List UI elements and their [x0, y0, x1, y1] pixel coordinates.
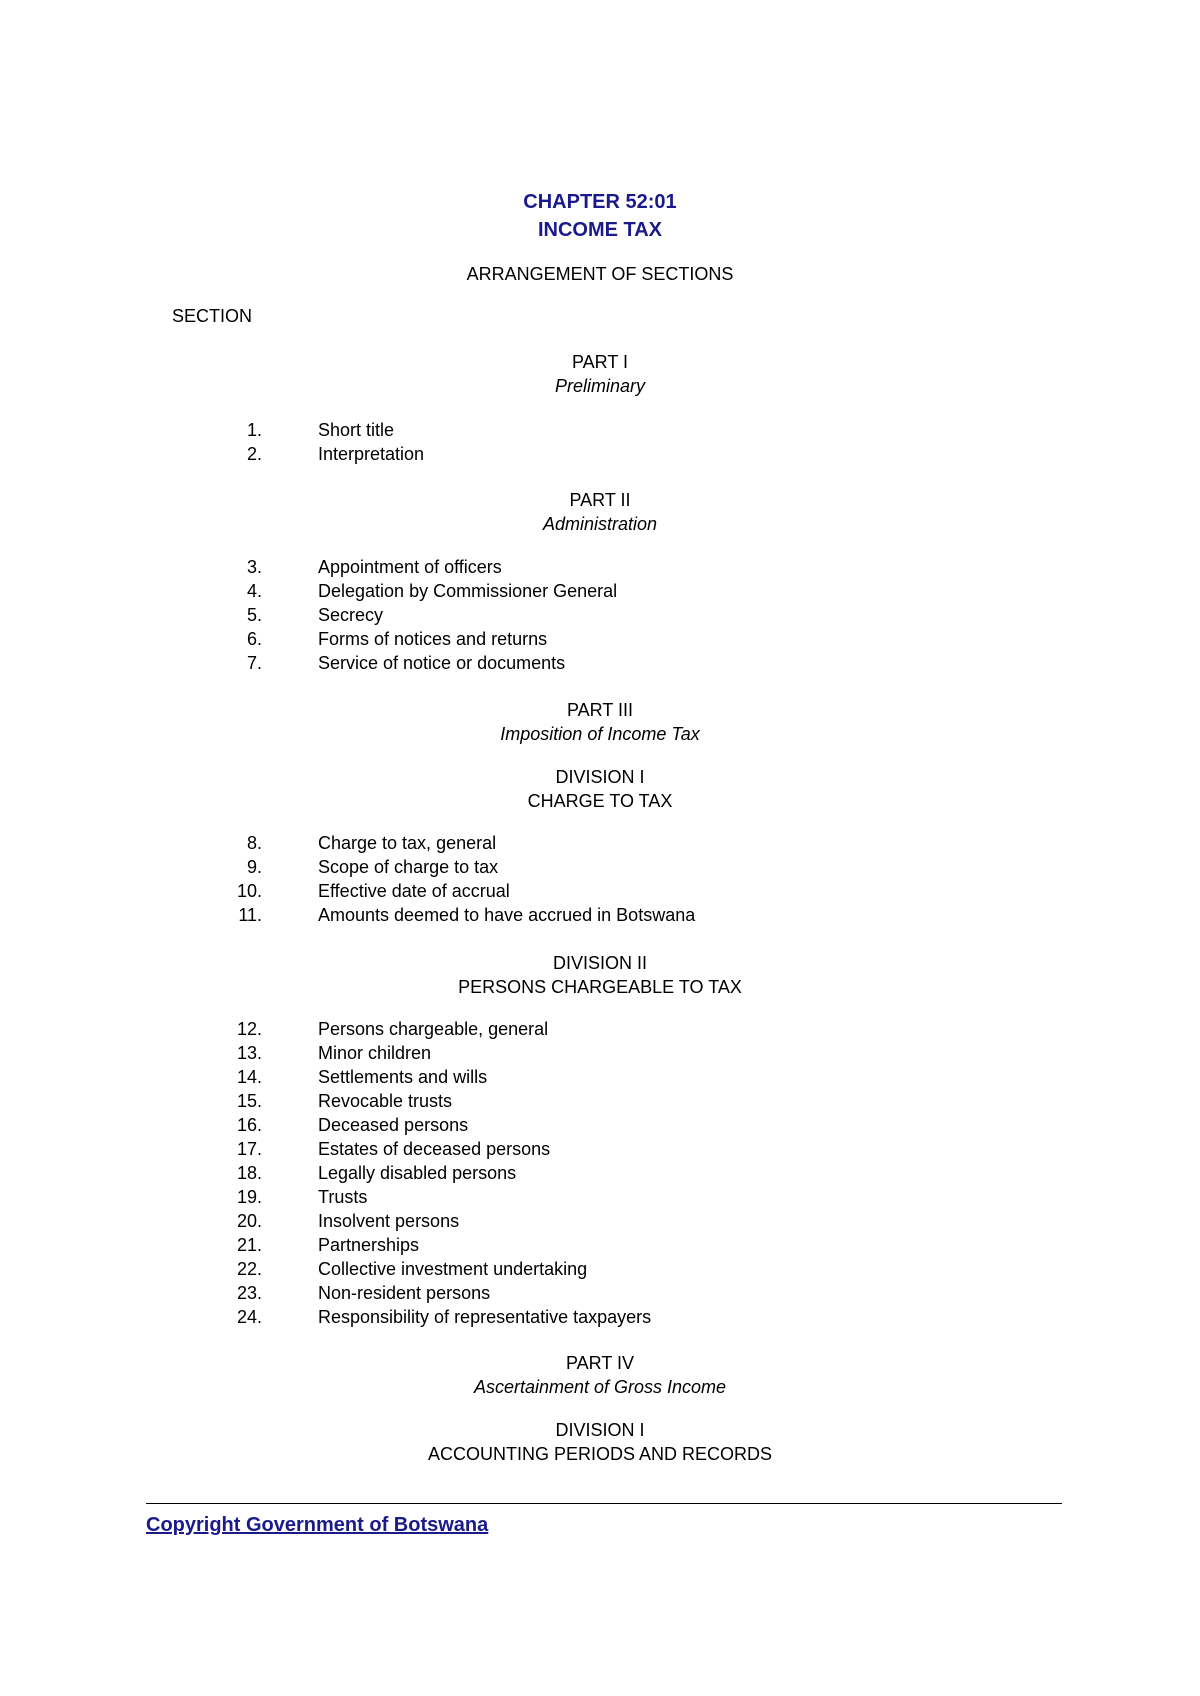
division-heading: DIVISION I [555, 767, 645, 787]
section-number: 2. [246, 444, 262, 464]
section-number: 16. [236, 1115, 262, 1135]
chapter-number: CHAPTER 52:01 [523, 191, 677, 213]
section-title: Collective investment undertaking [318, 1259, 588, 1279]
section-list [0, 418, 1200, 466]
footer-divider [146, 1503, 1062, 1504]
part-heading: PART III [566, 700, 634, 720]
section-title: Non-resident persons [318, 1283, 491, 1303]
part-subtitle: Administration [542, 514, 658, 534]
section-entry [0, 1209, 1200, 1233]
section-number: 11. [238, 905, 262, 925]
section-title: Delegation by Commissioner General [318, 581, 618, 601]
section-entry [0, 627, 1200, 651]
section-title: Secrecy [318, 605, 384, 625]
section-number: 13. [236, 1043, 262, 1063]
section-title: Revocable trusts [318, 1091, 453, 1111]
part-subtitle: Preliminary [554, 376, 646, 396]
section-list [0, 831, 1200, 927]
part-heading: PART IV [565, 1353, 635, 1373]
section-title: Service of notice or documents [318, 653, 566, 673]
section-title: Insolvent persons [318, 1211, 460, 1231]
section-title: Interpretation [318, 444, 425, 464]
section-entry [0, 1065, 1200, 1089]
part-subtitle: Imposition of Income Tax [500, 724, 700, 744]
section-entry [0, 879, 1200, 903]
section-title: Estates of deceased persons [318, 1139, 551, 1159]
section-title: Trusts [318, 1187, 368, 1207]
section-title: Minor children [318, 1043, 432, 1063]
section-entry [0, 1161, 1200, 1185]
section-title: Charge to tax, general [318, 833, 497, 853]
section-entry [0, 1089, 1200, 1113]
part-heading: PART II [569, 490, 631, 510]
section-entry [0, 579, 1200, 603]
section-entry [0, 1305, 1200, 1329]
section-entry [0, 1233, 1200, 1257]
section-number: 7. [246, 653, 262, 673]
section-number: 18. [236, 1163, 262, 1183]
division-heading: DIVISION I [555, 1420, 645, 1440]
section-number: 20. [236, 1211, 262, 1231]
section-number: 14. [236, 1067, 262, 1087]
section-entry [0, 903, 1200, 927]
section-entry [0, 1041, 1200, 1065]
section-entry [0, 1257, 1200, 1281]
section-number: 6. [246, 629, 262, 649]
section-number: 4. [246, 581, 262, 601]
section-entry [0, 1281, 1200, 1305]
section-entry [0, 1113, 1200, 1137]
section-title: Amounts deemed to have accrued in Botswana [318, 905, 696, 925]
section-entry [0, 418, 1200, 442]
section-entry [0, 831, 1200, 855]
arrangement-heading: ARRANGEMENT OF SECTIONS [466, 264, 734, 284]
act-title: INCOME TAX [537, 219, 663, 241]
section-number: 23. [236, 1283, 262, 1303]
section-title: Deceased persons [318, 1115, 469, 1135]
section-entry [0, 442, 1200, 466]
section-number: 17. [236, 1139, 262, 1159]
section-number: 3. [246, 557, 262, 577]
section-entry [0, 1017, 1200, 1041]
section-number: 15. [236, 1091, 262, 1111]
section-title: Short title [318, 420, 395, 440]
division-heading: DIVISION II [552, 953, 648, 973]
division-subtitle: PERSONS CHARGEABLE TO TAX [458, 977, 742, 997]
section-title: Settlements and wills [318, 1067, 488, 1087]
section-entry [0, 1185, 1200, 1209]
section-title: Responsibility of representative taxpayers [318, 1307, 652, 1327]
section-number: 12. [236, 1019, 262, 1039]
section-number: 1. [246, 420, 262, 440]
section-column-label: SECTION [172, 306, 253, 326]
part-subtitle: Ascertainment of Gross Income [473, 1377, 727, 1397]
section-entry [0, 1137, 1200, 1161]
section-title: Appointment of officers [318, 557, 502, 577]
section-number: 9. [246, 857, 262, 877]
copyright-link[interactable]: Copyright Government of Botswana [146, 1514, 489, 1536]
section-number: 8. [246, 833, 262, 853]
section-title: Persons chargeable, general [318, 1019, 549, 1039]
division-subtitle: ACCOUNTING PERIODS AND RECORDS [427, 1444, 773, 1464]
division-subtitle: CHARGE TO TAX [527, 791, 673, 811]
section-title: Legally disabled persons [318, 1163, 517, 1183]
section-number: 24. [236, 1307, 262, 1327]
section-title: Partnerships [318, 1235, 420, 1255]
section-entry [0, 603, 1200, 627]
section-title: Forms of notices and returns [318, 629, 548, 649]
section-number: 5. [246, 605, 262, 625]
section-entry [0, 855, 1200, 879]
section-number: 21. [236, 1235, 262, 1255]
section-title: Effective date of accrual [318, 881, 510, 901]
section-number: 19. [236, 1187, 262, 1207]
part-heading: PART I [571, 352, 629, 372]
section-entry [0, 555, 1200, 579]
section-entry [0, 651, 1200, 675]
section-number: 22. [236, 1259, 262, 1279]
section-number: 10. [236, 881, 262, 901]
section-list [0, 1017, 1200, 1329]
section-list [0, 555, 1200, 675]
section-title: Scope of charge to tax [318, 857, 499, 877]
